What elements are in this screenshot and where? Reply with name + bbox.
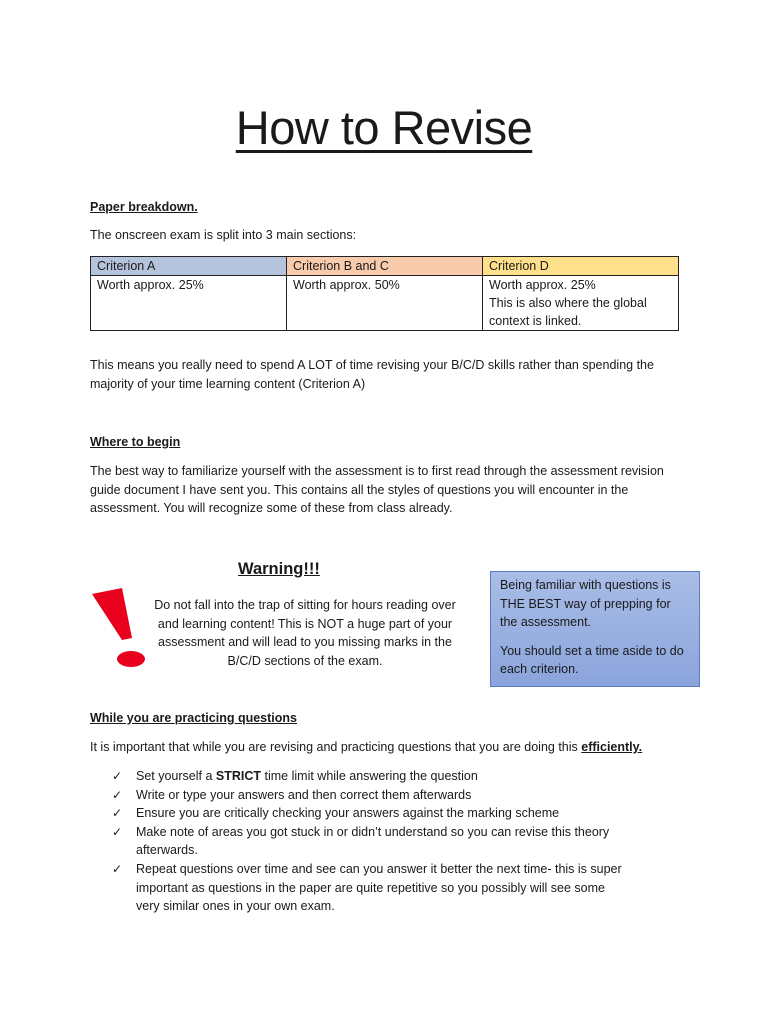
check-icon: ✓ xyxy=(112,861,123,876)
criteria-table xyxy=(90,256,679,331)
breakdown-note-line: majority of your time learning content (Criterion A) xyxy=(90,376,366,391)
where-to-begin-line: assessment. You will recognize some of these from class already. xyxy=(90,501,453,516)
practice-checklist xyxy=(110,767,670,916)
checklist-item-text: Make note of areas you got stuck in or didn’t understand so you can revise this theory afterwards. xyxy=(136,824,610,858)
practicing-intro xyxy=(90,738,730,757)
checklist-item xyxy=(110,860,670,916)
criterion-bc-weight-cell xyxy=(287,276,483,331)
efficiently-emphasis: efficiently. xyxy=(581,740,643,754)
checklist-item xyxy=(110,786,670,805)
where-to-begin-line: guide document I have sent you. This contains all the styles of questions you will encounter in the xyxy=(90,482,629,497)
checklist-item-text: time limit while answering the question xyxy=(261,769,478,783)
warning-line: B/C/D sections of the exam. xyxy=(227,653,383,668)
check-icon: ✓ xyxy=(112,806,123,821)
tip-paragraph: Being familiar with questions is THE BEST way of prepping for the assessment. xyxy=(500,578,671,630)
check-icon: ✓ xyxy=(112,787,123,802)
checklist-item xyxy=(110,804,670,823)
where-to-begin-line: The best way to familiarize yourself with the assessment is to first read through the assessment revision xyxy=(90,464,664,478)
checklist-item-text: Ensure you are critically checking your answers against the marking scheme xyxy=(136,806,560,821)
paper-breakdown-intro: The onscreen exam is split into 3 main sections: xyxy=(90,228,357,242)
criterion-d-weight-cell xyxy=(483,276,679,331)
check-icon: ✓ xyxy=(112,769,123,783)
breakdown-note-line: This means you really need to spend A LOT of time revising your B/C/D skills rather than spending the xyxy=(90,358,654,372)
breakdown-note xyxy=(90,356,690,393)
warning-text xyxy=(140,596,470,670)
paper-breakdown-heading: Paper breakdown. xyxy=(90,200,198,214)
where-to-begin-text xyxy=(90,462,690,518)
practicing-intro-text: It is important that while you are revising and practicing questions that you are doing this xyxy=(90,740,582,754)
where-to-begin-heading: Where to begin xyxy=(90,435,181,449)
checklist-item xyxy=(110,823,670,860)
criterion-d-note: This is also where the global context is linked. xyxy=(489,296,647,328)
warning-title: Warning!!! xyxy=(238,560,320,578)
criterion-bc-weight: Worth approx. 50% xyxy=(293,278,400,292)
criterion-a-header: Criterion A xyxy=(91,257,287,276)
criterion-d-header: Criterion D xyxy=(483,257,679,276)
tip-box xyxy=(490,571,700,687)
criterion-bc-header: Criterion B and C xyxy=(287,257,483,276)
page-title: How to Revise xyxy=(235,101,533,154)
criteria-table-header-row xyxy=(91,257,679,276)
criterion-d-weight: Worth approx. 25% xyxy=(489,278,596,292)
criteria-table-row xyxy=(91,276,679,331)
checklist-item-bold: STRICT xyxy=(215,769,262,783)
criterion-a-weight-cell xyxy=(91,276,287,331)
checklist-item xyxy=(110,767,670,786)
checklist-item-text: Repeat questions over time and see can you answer it better the next time- this is super important as questions in the paper are quite repetitive so you possibly will see some very similar ones in your own exam. xyxy=(136,861,622,914)
tip-paragraph: You should set a time aside to do each criterion. xyxy=(500,643,684,677)
warning-line: assessment and will lead to you missing marks in the xyxy=(158,635,452,650)
checklist-item-text: Write or type your answers and then correct them afterwards xyxy=(136,787,472,802)
warning-line: Do not fall into the trap of sitting for hours reading over xyxy=(154,598,456,612)
practicing-heading: While you are practicing questions xyxy=(90,711,297,725)
warning-line: and learning content! This is NOT a huge part of your xyxy=(157,616,453,631)
check-icon: ✓ xyxy=(112,824,123,839)
checklist-item-text: Set yourself a xyxy=(136,769,216,783)
criterion-a-weight: Worth approx. 25% xyxy=(97,278,204,292)
